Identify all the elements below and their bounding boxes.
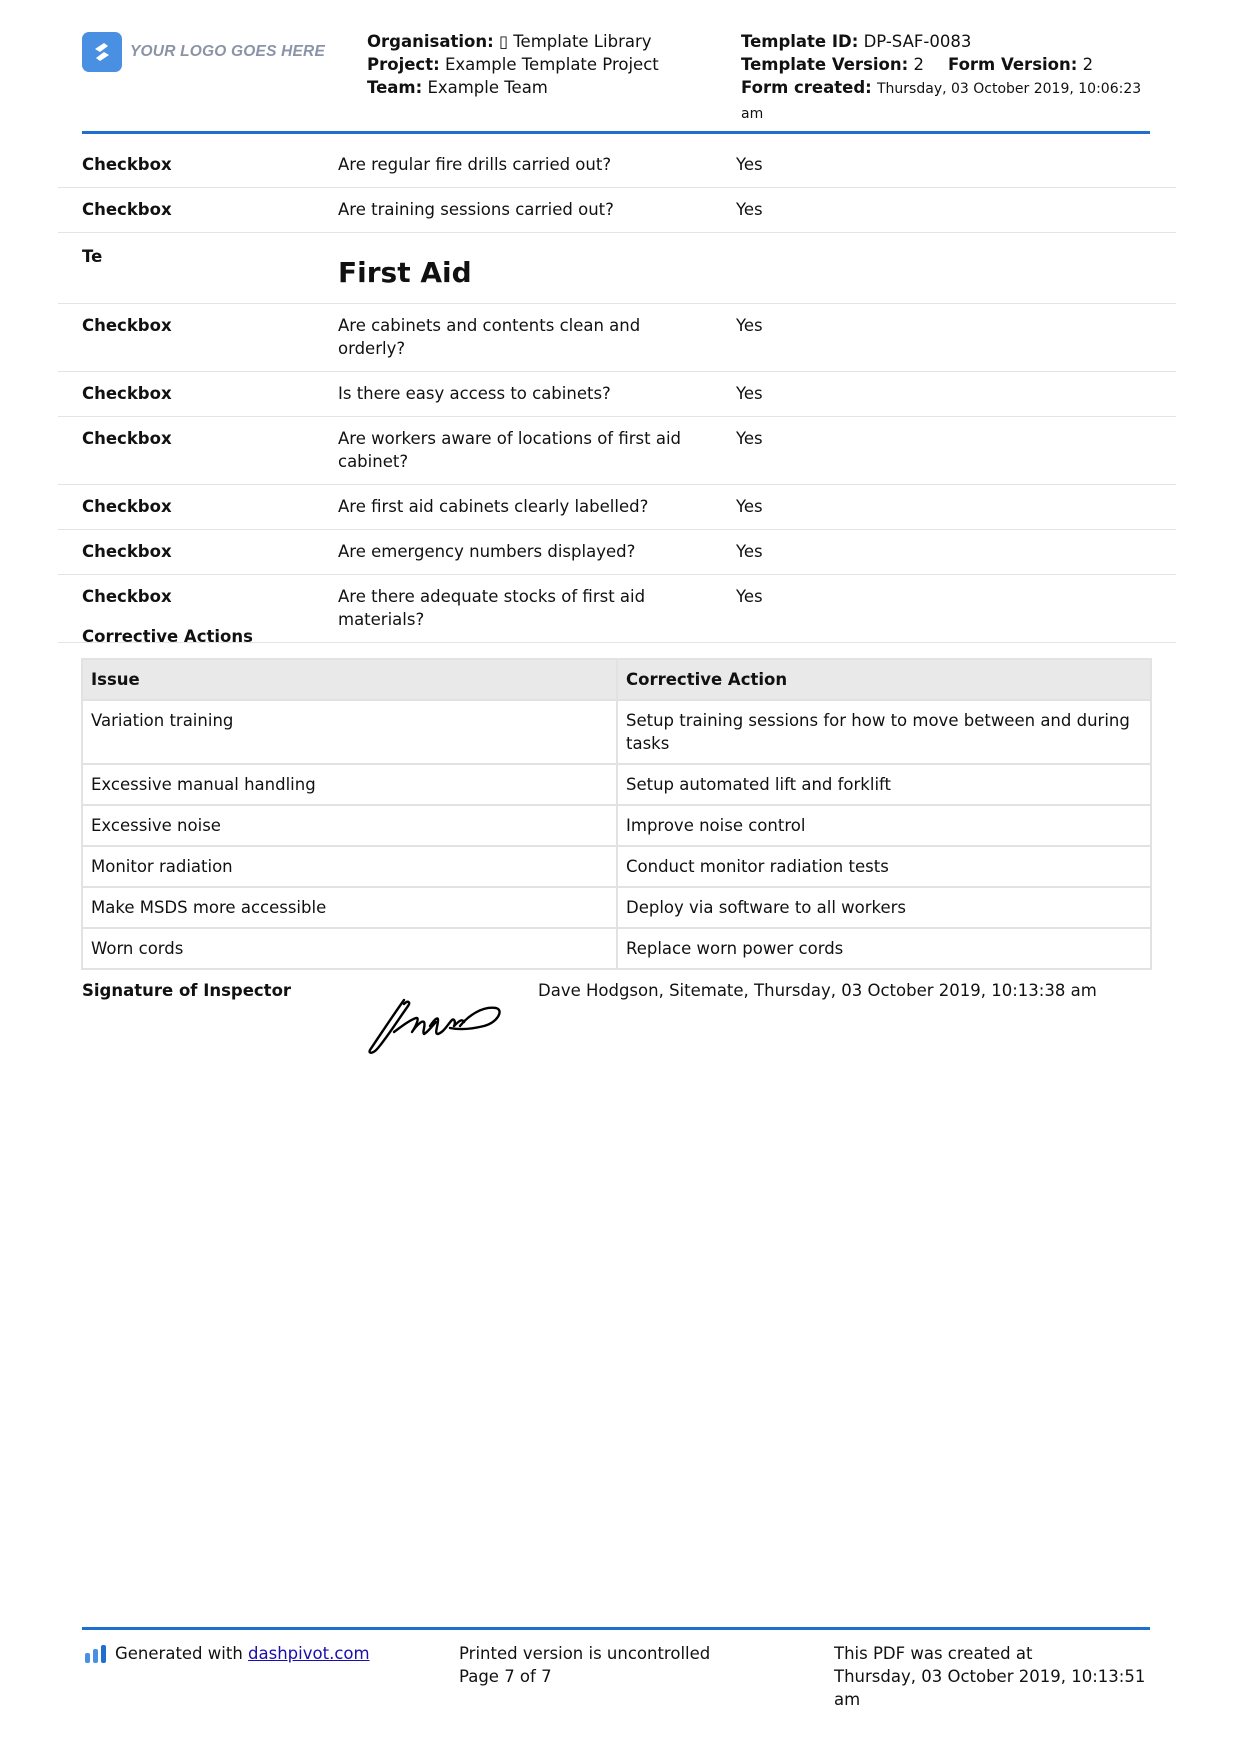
generated-prefix: Generated with [115, 1644, 243, 1663]
signature-info: Dave Hodgson, Sitemate, Thursday, 03 October 2019, 10:13:38 am [538, 981, 1097, 1000]
header-divider [82, 131, 1150, 134]
field-answer: Yes [736, 429, 763, 448]
footer-divider [82, 1627, 1150, 1630]
table-header-row [82, 659, 1151, 700]
form-row [58, 530, 1176, 575]
field-question: Are workers aware of locations of first aid cabinet? [338, 429, 682, 471]
section-title: First Aid [338, 256, 472, 289]
field-answer: Yes [736, 497, 763, 516]
signature-image [364, 992, 504, 1062]
field-question: Are regular fire drills carried out? [338, 155, 612, 174]
table-row [82, 928, 1151, 969]
field-question: Are emergency numbers displayed? [338, 542, 636, 561]
signature-label: Signature of Inspector [82, 981, 292, 1000]
footer-pdf-created [834, 1642, 1164, 1711]
organisation-label: Organisation: [367, 32, 494, 51]
logo-text: YOUR LOGO GOES HERE [130, 43, 325, 60]
column-header-issue: Issue [82, 659, 617, 700]
form-row [58, 417, 1176, 485]
issue-cell: Variation training [82, 700, 617, 764]
field-question: Is there easy access to cabinets? [338, 384, 611, 403]
field-question: Are cabinets and contents clean and orderly? [338, 316, 641, 358]
form-row [58, 143, 1176, 188]
template-id-label: Template ID: [741, 32, 859, 51]
form-row [58, 372, 1176, 417]
team-value: Example Team [427, 78, 548, 97]
field-answer: Yes [736, 155, 763, 174]
form-created-value: Thursday, 03 October 2019, 10:06:23 am [741, 81, 1142, 122]
table-row [82, 700, 1151, 764]
printed-note: Printed version is uncontrolled [459, 1644, 711, 1663]
section-row [58, 233, 1176, 304]
form-version-label: Form Version: [947, 55, 1078, 74]
corrective-actions-label: Corrective Actions [82, 627, 253, 646]
template-version-value: 2 [913, 55, 924, 74]
field-answer: Yes [736, 384, 763, 403]
field-type: Checkbox [82, 587, 172, 606]
form-row [58, 485, 1176, 530]
field-question: Are first aid cabinets clearly labelled? [338, 497, 649, 516]
project-label: Project: [367, 55, 440, 74]
template-version-label: Template Version: [741, 55, 909, 74]
page-number: Page 7 of 7 [459, 1667, 552, 1686]
form-row [58, 188, 1176, 233]
field-answer: Yes [736, 587, 763, 606]
dashpivot-bars-icon [85, 1645, 107, 1669]
field-answer: Yes [736, 316, 763, 335]
corrective-actions-table [81, 658, 1152, 970]
field-answer: Yes [736, 542, 763, 561]
field-type: Checkbox [82, 200, 172, 219]
issue-cell: Worn cords [82, 928, 617, 969]
field-type: Checkbox [82, 384, 172, 403]
logo-mark-icon [82, 32, 122, 72]
team-label: Team: [367, 78, 423, 97]
organisation-value: ▯ Template Library [498, 32, 652, 51]
table-row [82, 805, 1151, 846]
field-answer: Yes [736, 200, 763, 219]
field-question: Are there adequate stocks of first aid materials? [338, 587, 646, 629]
action-cell: Deploy via software to all workers [617, 887, 1151, 928]
field-type: Checkbox [82, 316, 172, 335]
pdf-created-value: Thursday, 03 October 2019, 10:13:51 am [834, 1667, 1146, 1709]
project-value: Example Template Project [444, 55, 659, 74]
field-type: Checkbox [82, 429, 172, 448]
template-id-value: DP-SAF-0083 [863, 32, 972, 51]
form-rows [58, 143, 1176, 643]
company-logo [82, 32, 325, 72]
dashpivot-link[interactable]: dashpivot.com [248, 1644, 370, 1663]
action-cell: Replace worn power cords [617, 928, 1151, 969]
column-header-corrective-action: Corrective Action [617, 659, 1151, 700]
field-type: Checkbox [82, 155, 172, 174]
table-row [82, 846, 1151, 887]
form-created-label: Form created: [741, 78, 872, 97]
field-question: Are training sessions carried out? [338, 200, 614, 219]
issue-cell: Monitor radiation [82, 846, 617, 887]
field-type: Checkbox [82, 542, 172, 561]
footer-generated [85, 1642, 370, 1669]
action-cell: Setup automated lift and forklift [617, 764, 1151, 805]
form-version-value: 2 [1082, 55, 1094, 74]
action-cell: Conduct monitor radiation tests [617, 846, 1151, 887]
pdf-created-label: This PDF was created at [834, 1644, 1033, 1663]
table-row [82, 764, 1151, 805]
issue-cell: Excessive manual handling [82, 764, 617, 805]
footer-print-info [459, 1642, 710, 1688]
section-type: Te [82, 247, 103, 266]
header-template-block [741, 30, 1161, 126]
issue-cell: Excessive noise [82, 805, 617, 846]
action-cell: Setup training sessions for how to move between and during tasks [617, 700, 1151, 764]
form-row [58, 304, 1176, 372]
header-organisation-block [367, 30, 727, 99]
table-row [82, 887, 1151, 928]
action-cell: Improve noise control [617, 805, 1151, 846]
issue-cell: Make MSDS more accessible [82, 887, 617, 928]
field-type: Checkbox [82, 497, 172, 516]
